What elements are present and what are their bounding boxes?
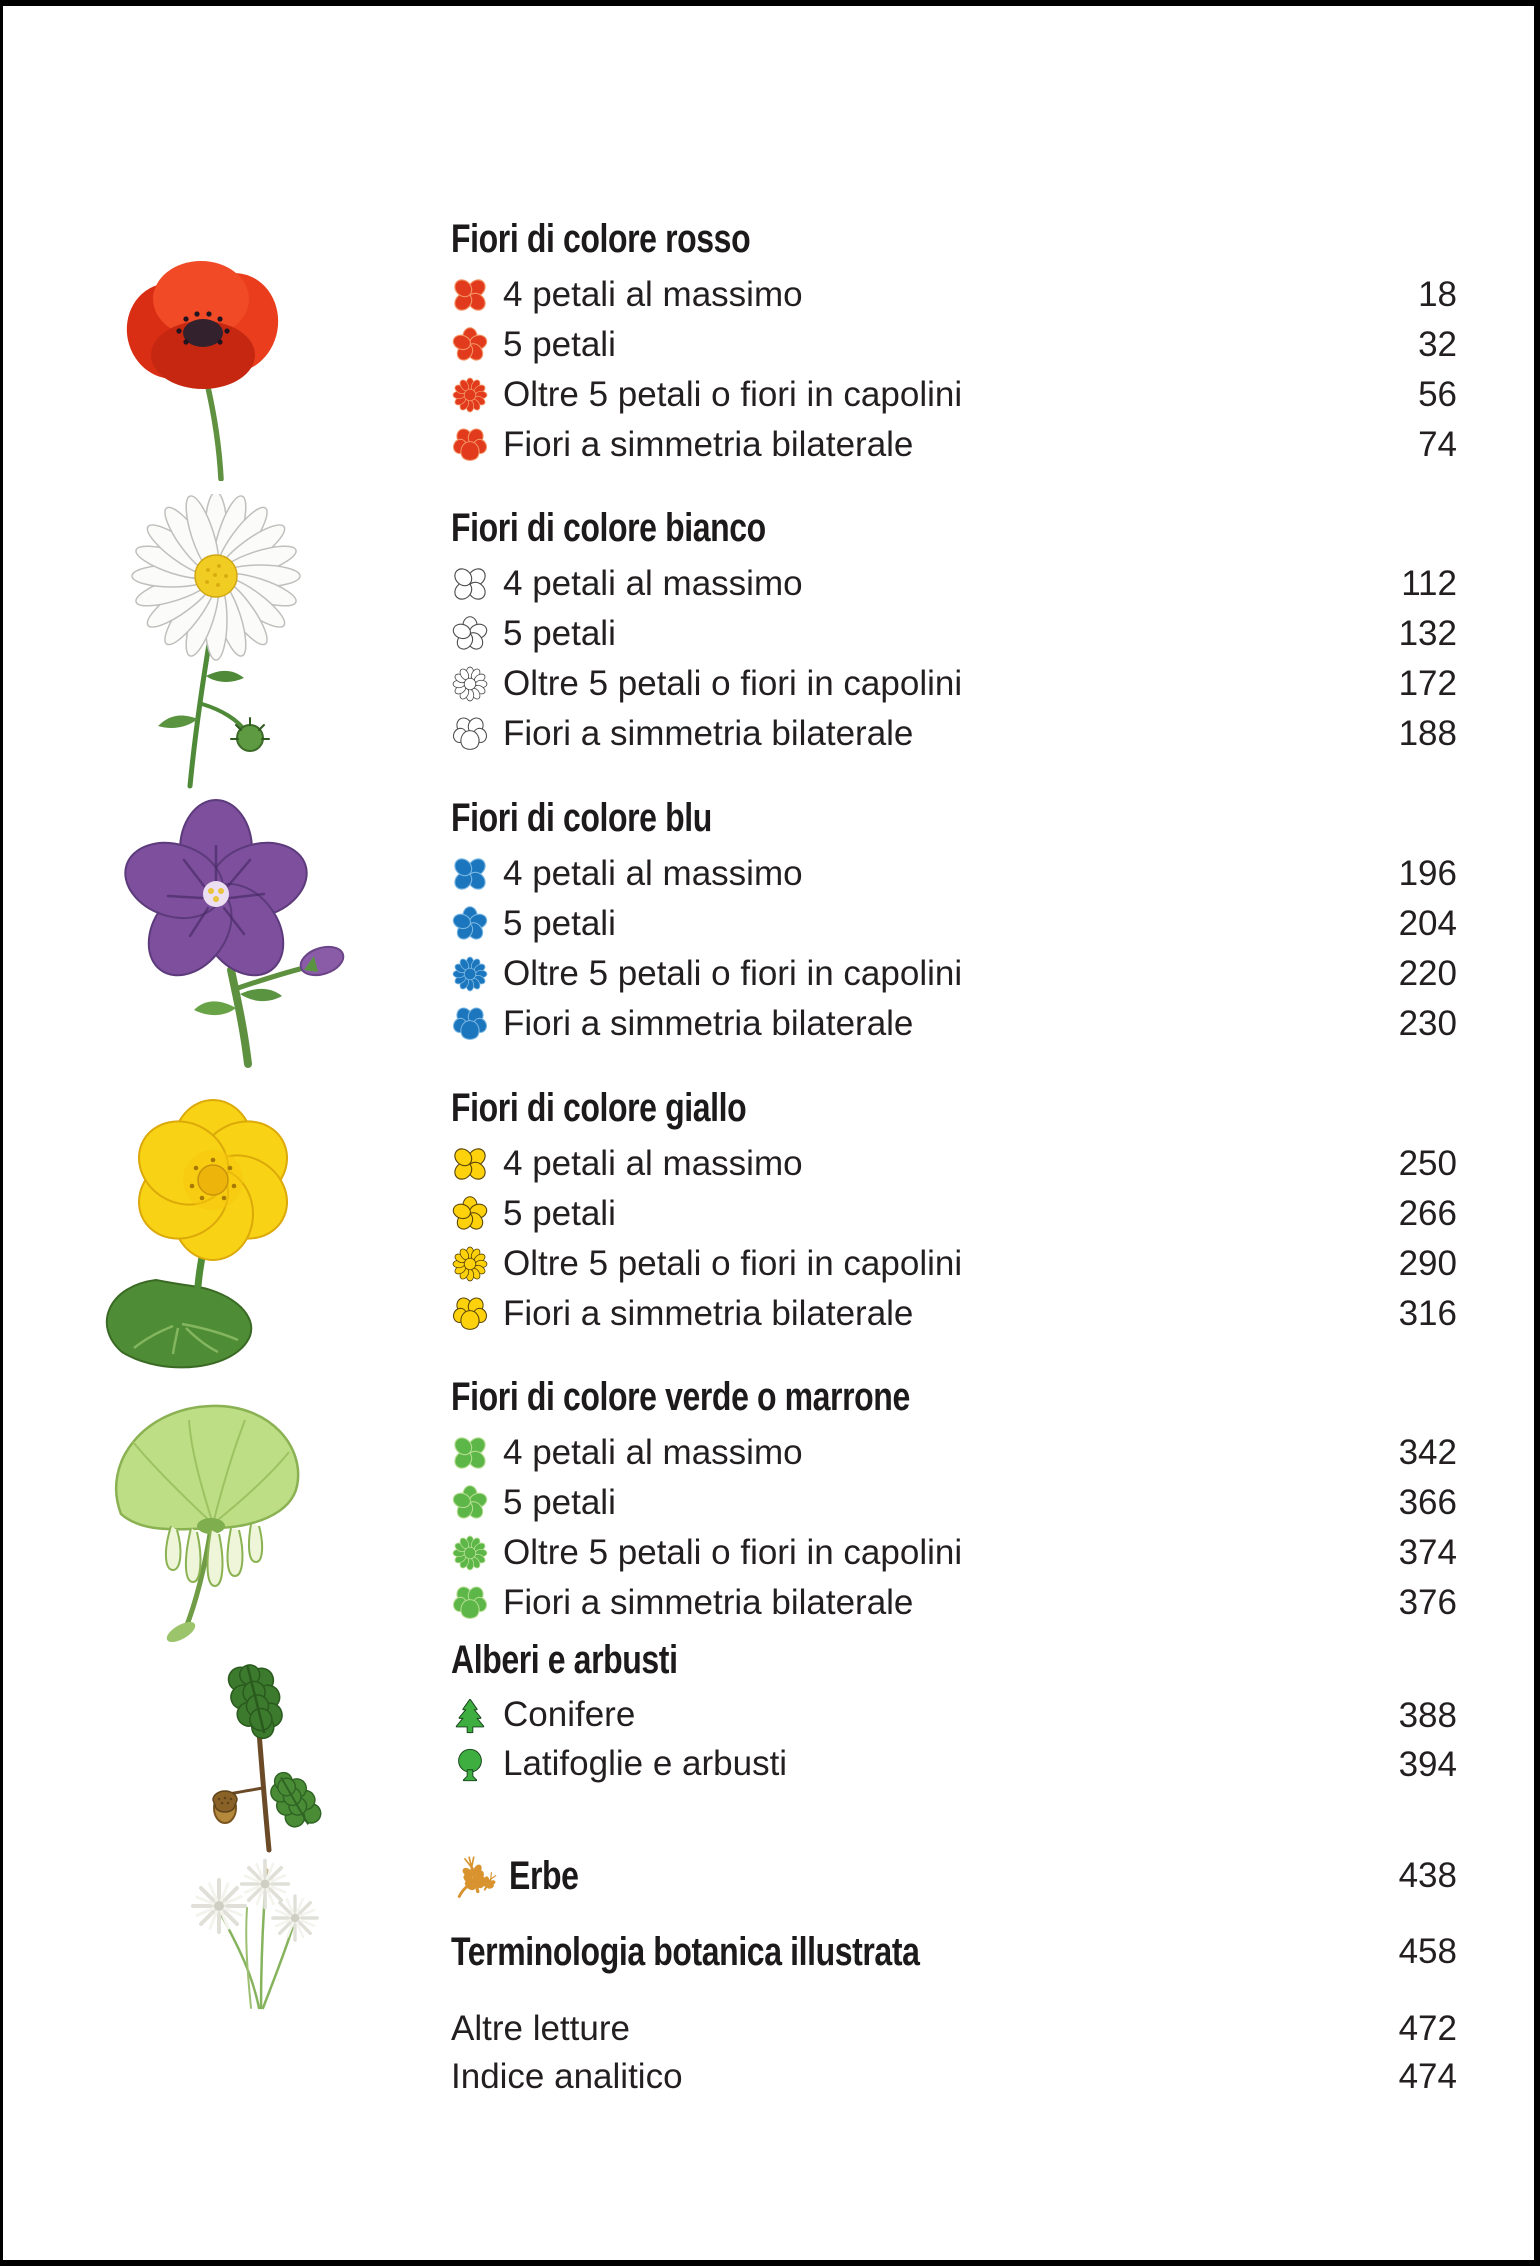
toc-item [451, 1691, 1457, 1740]
toc-item [451, 1927, 1457, 1977]
toc-item-page: 458 [1398, 1932, 1457, 1971]
toc-item [451, 370, 1457, 420]
green-flower-illustration [93, 1386, 338, 1651]
toc-item-label: Fiori a simmetria bilaterale [503, 1003, 914, 1043]
toc-item-label: Oltre 5 petali o fiori in capolini [503, 663, 963, 703]
toc-item [451, 709, 1457, 759]
daisy-illustration [98, 494, 308, 789]
toc-item [451, 659, 1457, 709]
toc-item-page: 56 [1418, 375, 1457, 414]
toc-item-page: 132 [1398, 614, 1457, 653]
toc-item-label: Fiori a simmetria bilaterale [503, 713, 914, 753]
flower-many-petals-icon [451, 1245, 489, 1283]
flower-5-petals-icon [451, 905, 489, 943]
flower-4-petals-icon [451, 276, 489, 314]
toc-item-page: 32 [1418, 325, 1457, 364]
toc-item [451, 1139, 1457, 1189]
toc-item-page: 204 [1398, 904, 1457, 943]
flower-many-petals-icon [451, 665, 489, 703]
section-white-flowers [451, 508, 1457, 759]
toc-item-page: 388 [1398, 1695, 1457, 1735]
flower-many-petals-icon [451, 955, 489, 993]
toc-item-label: 5 petali [503, 1193, 616, 1233]
toc-item-label: Fiori a simmetria bilaterale [503, 1582, 914, 1622]
toc-item-label: Altre letture [451, 2008, 630, 2048]
toc-item [451, 270, 1457, 320]
section-trees-shrubs [451, 1640, 1457, 1789]
flower-many-petals-icon [451, 1534, 489, 1572]
toc-item-label: Indice analitico [451, 2056, 683, 2096]
section-title: Fiori di colore giallo [451, 1086, 747, 1130]
toc-item-page: 474 [1398, 2057, 1457, 2096]
section-herbs [451, 1849, 1457, 1903]
toc-item-label: 4 petali al massimo [503, 853, 803, 893]
toc-item-label: Oltre 5 petali o fiori in capolini [503, 953, 963, 993]
toc-item-label: Conifere [503, 1695, 636, 1735]
deciduous-tree-icon [451, 1746, 489, 1784]
section-title: Fiori di colore rosso [451, 217, 751, 261]
yellow-flower-illustration [78, 1094, 338, 1374]
toc-item-page: 290 [1398, 1244, 1457, 1283]
toc-item [451, 949, 1457, 999]
toc-item-label: 5 petali [503, 1482, 616, 1522]
flower-bilateral-icon [451, 715, 489, 753]
toc-item-page: 112 [1401, 564, 1457, 603]
toc-item [451, 559, 1457, 609]
flower-4-petals-icon [451, 855, 489, 893]
section-title: Fiori di colore verde o marrone [451, 1375, 910, 1419]
toc-item-page: 316 [1398, 1294, 1457, 1333]
toc-item-label: Erbe [509, 1853, 579, 1898]
flower-5-petals-icon [451, 1195, 489, 1233]
toc-item-page: 250 [1398, 1144, 1457, 1183]
toc-item-page: 438 [1398, 1856, 1457, 1895]
toc-item-label: Latifoglie e arbusti [503, 1744, 788, 1784]
toc-item [451, 2005, 1457, 2053]
flower-bilateral-icon [451, 1295, 489, 1333]
toc-item-label: 4 petali al massimo [503, 563, 803, 603]
cotton-grass-illustration [181, 1848, 331, 2010]
toc-item-page: 74 [1418, 425, 1457, 464]
toc-item-page: 472 [1398, 2009, 1457, 2048]
toc-item-page: 18 [1418, 275, 1457, 314]
flower-5-petals-icon [451, 326, 489, 364]
toc-item-page: 266 [1398, 1194, 1457, 1233]
section-red-flowers [451, 219, 1457, 470]
toc-item-label: 4 petali al massimo [503, 1143, 803, 1183]
flower-bilateral-icon [451, 426, 489, 464]
toc-item-page: 394 [1398, 1744, 1457, 1784]
toc-item-page: 376 [1398, 1583, 1457, 1622]
flower-bilateral-icon [451, 1584, 489, 1622]
toc-item-page: 220 [1398, 954, 1457, 993]
toc-item-page: 366 [1398, 1483, 1457, 1522]
wheat-ears-icon [451, 1853, 498, 1900]
toc-item [451, 1740, 1457, 1789]
toc-item-label: Oltre 5 petali o fiori in capolini [503, 1532, 963, 1572]
flower-bilateral-icon [451, 1005, 489, 1043]
purple-flower-illustration [98, 798, 368, 1068]
toc-item-page: 188 [1398, 714, 1457, 753]
toc-item-page: 342 [1398, 1433, 1457, 1472]
toc-item-page: 230 [1398, 1004, 1457, 1043]
toc-item [451, 1289, 1457, 1339]
flower-5-petals-icon [451, 615, 489, 653]
toc-item [451, 1478, 1457, 1528]
toc-item [451, 1239, 1457, 1289]
flower-5-petals-icon [451, 1484, 489, 1522]
section-green-brown-flowers [451, 1377, 1457, 1628]
toc-item-page: 374 [1398, 1533, 1457, 1572]
toc-item-label: Terminologia botanica illustrata [451, 1929, 920, 1974]
toc-item-label: 5 petali [503, 903, 616, 943]
toc-item-label: 5 petali [503, 613, 616, 653]
toc-item-label: Oltre 5 petali o fiori in capolini [503, 374, 963, 414]
toc-item [451, 849, 1457, 899]
oak-twig-illustration [173, 1648, 338, 1853]
toc-item [451, 609, 1457, 659]
toc-item-label: 5 petali [503, 324, 616, 364]
section-blue-flowers [451, 798, 1457, 1049]
toc-item [451, 1528, 1457, 1578]
flower-4-petals-icon [451, 565, 489, 603]
toc-item [451, 2053, 1457, 2101]
toc-item [451, 420, 1457, 470]
section-title: Alberi e arbusti [451, 1638, 678, 1682]
toc-item [451, 1428, 1457, 1478]
toc-item-page: 196 [1398, 854, 1457, 893]
toc-item-label: Fiori a simmetria bilaterale [503, 1293, 914, 1333]
flower-4-petals-icon [451, 1145, 489, 1183]
toc-item [451, 1189, 1457, 1239]
section-title: Fiori di colore bianco [451, 506, 766, 550]
toc-item-label: 4 petali al massimo [503, 274, 803, 314]
poppy-illustration [103, 251, 303, 481]
toc-item [451, 1849, 1457, 1903]
toc-item [451, 999, 1457, 1049]
toc-item [451, 899, 1457, 949]
section-terminology [451, 1927, 1457, 1977]
flower-many-petals-icon [451, 376, 489, 414]
section-yellow-flowers [451, 1088, 1457, 1339]
toc-item [451, 1578, 1457, 1628]
toc-item-page: 172 [1398, 664, 1457, 703]
conifer-tree-icon [451, 1697, 489, 1735]
toc-item-label: Oltre 5 petali o fiori in capolini [503, 1243, 963, 1283]
toc-item [451, 320, 1457, 370]
section-title: Fiori di colore blu [451, 796, 712, 840]
toc-item-label: 4 petali al massimo [503, 1432, 803, 1472]
toc-item-label: Fiori a simmetria bilaterale [503, 424, 914, 464]
flower-4-petals-icon [451, 1434, 489, 1472]
section-back-matter [451, 2005, 1457, 2101]
